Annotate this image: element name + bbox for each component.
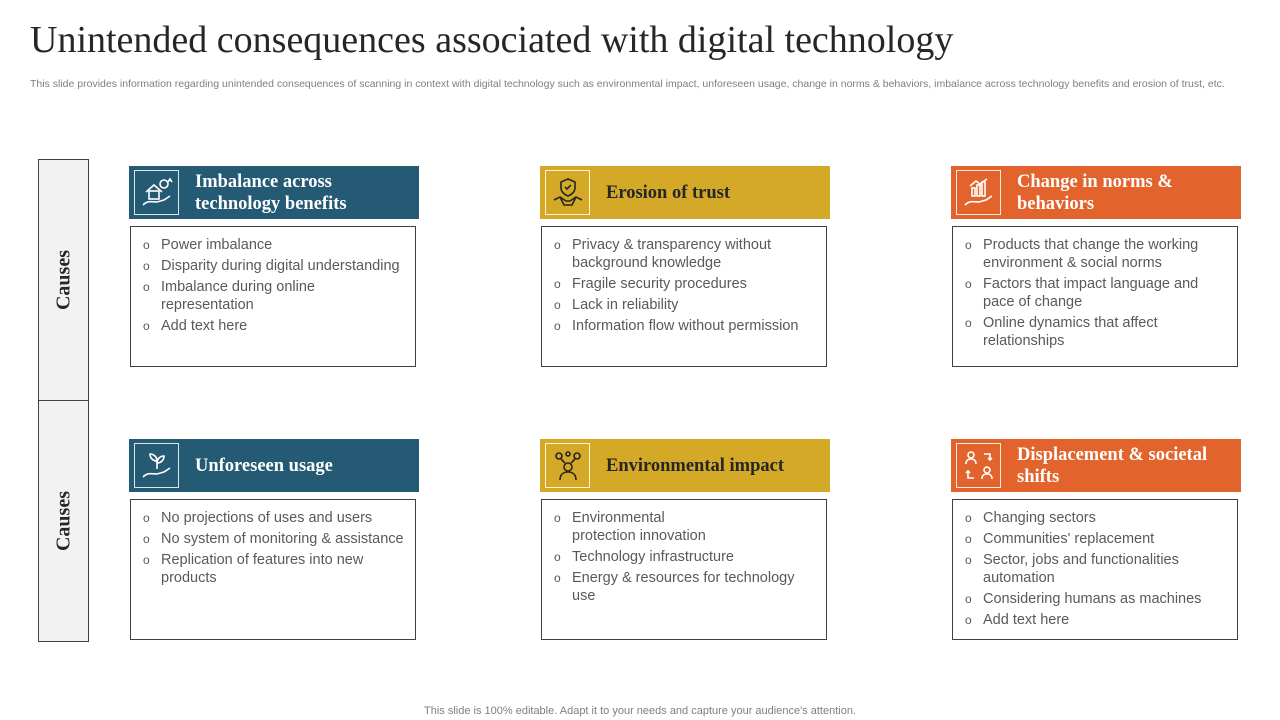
list-item: o Energy & resources for technology use [551,569,820,605]
card-header [951,439,1241,492]
card-body [952,226,1238,367]
rail-cell-bottom [38,400,89,642]
list-item: o Considering humans as machines [962,590,1231,608]
list-item: o Lack in reliability [551,296,820,314]
list-item: o Technology infrastructure [551,548,820,566]
page-footer: This slide is 100% editable. Adapt it to your needs and capture your audience's attention. [424,705,856,717]
list-item: o Fragile security procedures [551,275,820,293]
card-header [540,439,830,492]
card-header [540,166,830,219]
card-title: Unforeseen usage [195,455,333,476]
list-item: o No system of monitoring & assistance [140,530,409,548]
list-item: o Add text here [962,611,1231,629]
card-header [129,439,419,492]
card-body [130,226,416,367]
card-title: Imbalance across technology benefits [195,171,347,214]
card-header [951,166,1241,219]
list-item: o Changing sectors [962,509,1231,527]
list-item: o Environmental protection innovation [551,509,722,545]
list-item: o Add text here [140,317,409,335]
card-title: Environmental impact [606,455,784,476]
card-body [541,226,827,367]
list-item: o Sector, jobs and functionalities automation [962,551,1231,587]
card-body [541,499,827,640]
hand-chart-icon [956,170,1001,215]
card-header [129,166,419,219]
card-body [130,499,416,640]
card-body [952,499,1238,640]
list-item: o Online dynamics that affect relationships [962,314,1231,350]
person-ideas-icon [545,443,590,488]
rail-label-bottom: Causes [52,490,74,552]
card-title: Erosion of trust [606,182,731,203]
list-item: o Disparity during digital understanding [140,257,409,275]
handshake-shield-icon [545,170,590,215]
list-item: o Privacy & transparency without background knowledge [551,236,820,272]
list-item: o Factors that impact language and pace of change [962,275,1231,311]
list-item: o Communities' replacement [962,530,1231,548]
list-item: o Imbalance during online representation [140,278,409,314]
list-item: o No projections of uses and users [140,509,409,527]
page-subtitle: This slide provides information regarding unintended consequences of scanning in context with digital technology such as environmental impact, unforeseen usage, change in norms & behaviors, imbalance across technology benefits and erosion of trust, etc. [30,78,1225,90]
list-item: o Products that change the working environment & social norms [962,236,1231,272]
hand-money-house-icon [134,170,179,215]
list-item: o Information flow without permission [551,317,820,335]
people-exchange-icon [956,443,1001,488]
card-title: Change in norms & behaviors [1017,171,1173,214]
list-item: o Power imbalance [140,236,409,254]
page-title: Unintended consequences associated with digital technology [30,19,954,61]
rail-label-top: Causes [52,249,74,311]
card-title: Displacement & societal shifts [1017,444,1208,487]
hand-plant-icon [134,443,179,488]
list-item: o Replication of features into new products [140,551,409,587]
rail-cell-top [38,159,89,401]
